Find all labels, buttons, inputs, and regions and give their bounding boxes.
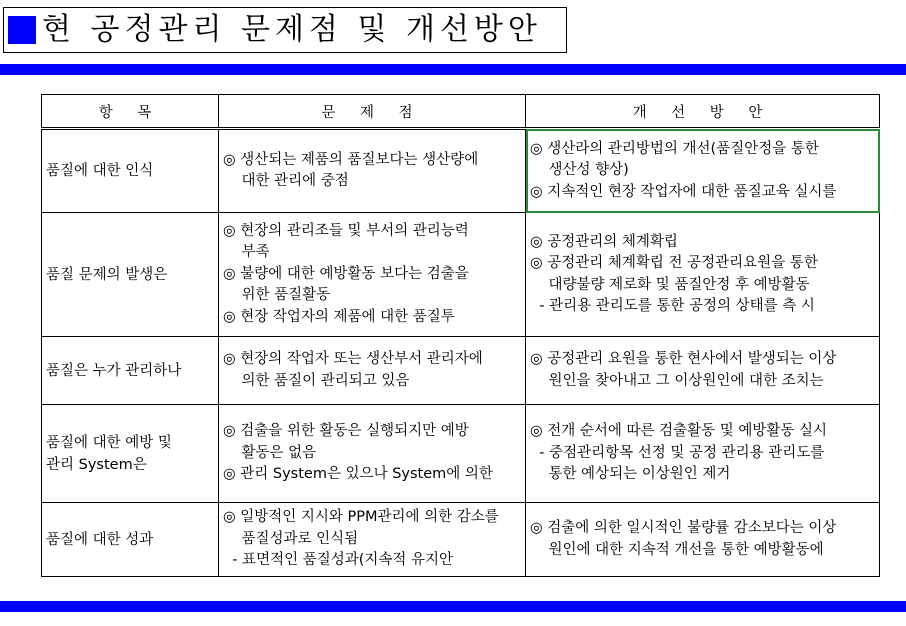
page-title: 현 공정관리 문제점 및 개선방안 <box>42 12 542 47</box>
improvement-table <box>41 94 880 577</box>
cell-text-line: 원인을 찾아내고 그 이상원인에 대한 조치는 <box>530 372 824 389</box>
table-row <box>42 213 880 337</box>
cell-text-line: ◎ 검출에 의한 일시적인 불량률 감소보다는 이상 <box>530 520 837 536</box>
cell-text-line: 품질에 대한 성과 <box>46 531 154 548</box>
row-improvement-cell <box>526 129 880 213</box>
cell-text-line: ◎ 일방적인 지시와 PPM관리에 의한 감소를 <box>223 509 499 526</box>
row-improvement-cell <box>526 405 880 503</box>
cell-text-line: 부족 <box>223 244 270 261</box>
table-row <box>42 405 880 503</box>
row-problem-cell <box>219 405 526 503</box>
cell-text-line: ◎ 현장 작업자의 제품에 대한 품질투 <box>223 308 455 325</box>
cell-text-line: 활동은 없음 <box>223 444 317 461</box>
cell-text-line: ◎ 생산라의 관리방법의 개선(품질안정을 통한 <box>530 140 819 157</box>
row-item-cell <box>42 503 219 577</box>
header-improvement: 개 선 방 안 <box>526 95 880 129</box>
row-problem-cell <box>219 337 526 405</box>
table-row <box>42 337 880 405</box>
cell-text-line: ◎ 생산되는 제품의 품질보다는 생산량에 <box>223 151 479 168</box>
row-improvement-cell <box>526 213 880 337</box>
table-header-row <box>42 95 880 129</box>
row-item-cell <box>42 213 219 337</box>
cell-text-line: 관리 System은 <box>46 456 147 473</box>
header-problem: 문 제 점 <box>219 95 526 129</box>
cell-text-line: 품질성과로 인식됨 <box>223 530 359 547</box>
row-improvement-cell <box>526 503 880 577</box>
cell-text-line: ◎ 관리 System은 있으나 System에 의한 <box>223 466 493 483</box>
cell-text-line: ◎ 현장의 관리조들 및 부서의 관리능력 <box>223 222 469 239</box>
cell-text-line: ◎ 지속적인 현장 작업자에 대한 품질교육 실시를 <box>530 183 837 200</box>
cell-text-line: - 관리용 관리도를 통한 공정의 상태를 측 시 <box>530 298 815 314</box>
cell-text-line: 품질은 누가 관리하나 <box>46 362 182 379</box>
table-row <box>42 129 880 213</box>
top-divider-bar <box>0 64 906 75</box>
cell-text-line: 품질에 대한 인식 <box>46 163 154 179</box>
cell-text-line: ◎ 현장의 작업자 또는 생산부서 관리자에 <box>223 351 483 367</box>
cell-text-line: - 중점관리항목 선정 및 공정 관리용 관리도를 <box>530 444 825 461</box>
cell-text-line: ◎ 공정관리 체계확립 전 공정관리요원을 통한 <box>530 255 818 271</box>
cell-text-line: 생산성 향상) <box>530 162 629 179</box>
cell-text-line: - 표면적인 품질성과(지속적 유지안 <box>223 552 454 569</box>
page-title-box <box>3 7 567 53</box>
row-improvement-cell <box>526 337 880 405</box>
row-item-cell <box>42 405 219 503</box>
bottom-divider-bar <box>0 601 906 612</box>
header-item: 항 목 <box>42 95 219 129</box>
cell-text-line: 원인에 대한 지속적 개선을 통한 예방활동에 <box>530 541 824 558</box>
cell-text-line: ◎ 공정관리의 체계확립 <box>530 233 678 250</box>
cell-text-line: 대한 관리에 중점 <box>223 173 349 189</box>
row-problem-cell <box>219 503 526 577</box>
cell-text-line: 위한 품질활동 <box>223 287 331 304</box>
table-row <box>42 503 880 577</box>
title-square-marker <box>8 16 36 44</box>
row-problem-cell <box>219 213 526 337</box>
row-item-cell <box>42 129 219 213</box>
cell-text-line: 품질에 대한 예방 및 <box>46 434 172 451</box>
cell-text-line: ◎ 불량에 대한 예방활동 보다는 검출을 <box>223 265 469 282</box>
row-problem-cell <box>219 129 526 213</box>
cell-text-line: ◎ 검출을 위한 활동은 실행되지만 예방 <box>223 423 469 440</box>
cell-text-line: 품질 문제의 발생은 <box>46 266 168 283</box>
cell-text-line: 의한 품질이 관리되고 있음 <box>223 372 410 389</box>
cell-text-line: 통한 예상되는 이상원인 제거 <box>530 466 731 483</box>
cell-text-line: ◎ 전개 순서에 따른 검출활동 및 예방활동 실시 <box>530 423 828 440</box>
cell-text-line: 대량불량 제로화 및 품질안정 후 예방활동 <box>530 276 810 293</box>
row-item-cell <box>42 337 219 405</box>
cell-text-line: ◎ 공정관리 요원을 통한 현사에서 발생되는 이상 <box>530 351 837 367</box>
